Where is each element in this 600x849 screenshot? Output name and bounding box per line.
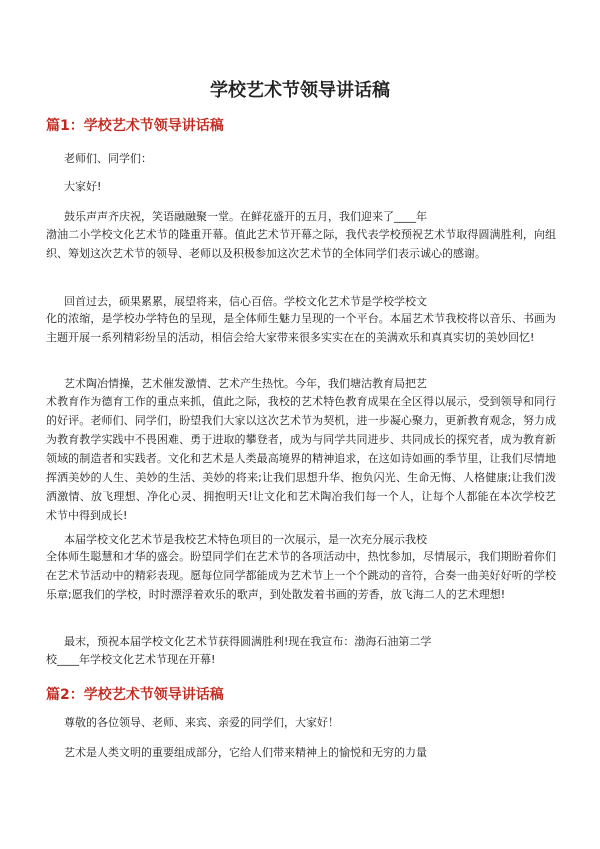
- paragraph-4-body: 全体师生聪慧和才华的盛会。盼望同学们在艺术节的各项活动中，热忱参加，尽情展示，我们期盼着你们在艺术节活动中的精彩表现。愿每位同学都能成为艺术节上一个个跳动的音符，合奏一曲美好好听的学校乐章;愿我们的学校，时时漂浮着欢乐的歌声，到处散发着书画的芳香，放飞海二人的艺术理想!: [46, 550, 556, 601]
- paragraph-1-body: 渤油二小学校文化艺术节的隆重开幕。值此艺术节开幕之际，我代表学校预祝艺术节取得圆满胜利，向组织、筹划这次艺术节的领导、老师以及积极参加这次艺术节的全体同学们表示诚心的感谢。: [46, 228, 556, 260]
- section-2-greeting: 尊敬的各位领导、老师、来宾、亲爱的同学们，大家好！: [64, 716, 339, 729]
- section-heading-1: 篇1：学校艺术节领导讲话稿: [46, 118, 224, 134]
- greeting: 老师们、同学们：: [64, 152, 152, 165]
- page-title: 学校艺术节领导讲话稿: [210, 80, 390, 101]
- paragraph-5-first-line: 最末，预祝本届学校文化艺术节获得圆满胜利!现在我宣布：渤海石油第二学: [64, 635, 432, 648]
- paragraph-2-first-line: 回首过去，硕果累累，展望将来，信心百倍。学校文化艺术节是学校学校文: [64, 295, 427, 308]
- paragraph-3-first-line: 艺术陶冶情操，艺术催发激情、艺术产生热忱。今年，我们塘沽教育局把艺: [64, 377, 427, 390]
- paragraph-3-body: 术教育作为德育工作的重点来抓，值此之际，我校的艺术特色教育成果在全区得以展示，受到领导和同行的好评。老师们、同学们，盼望我们大家以这次艺术节为契机，进一步凝心聚力，更新教育观念，努力成为教育教学实践中不畏困难、勇于进取的攀登者，成为与同学共同进步、共同成长的探究者，成为教育新领域的制造者和实践者。文化和艺术是人类最高境界的精神追求，在这如诗如画的季节里，让我们尽情地挥洒美妙的人生、美妙的生活、美妙的将来;让我们思想升华、抱负闪光、生命无悔、人格健康;让我们泼洒激情、放飞理想、净化心灵、拥抱明天!让文化和艺术陶冶我们每一个人，让每个人都能在本次学校艺术节中得到成长!: [46, 395, 556, 522]
- paragraph-2-body: 化的浓缩，是学校办学特色的呈现，是全体师生魅力呈现的一个平台。本届艺术节我校将以音乐、书画为主题开展一系列精彩纷呈的活动，相信会给大家带来很多实实在在的美满欢乐和真真实切的美妙回忆!: [46, 312, 556, 344]
- paragraph-4-first-line: 本届学校文化艺术节是我校艺术特色项目的一次展示，是一次充分展示我校: [64, 533, 427, 546]
- section-2-paragraph-1-first-line: 艺术是人类文明的重要组成部分，它给人们带来精神上的愉悦和无穷的力量: [64, 746, 427, 759]
- salute: 大家好!: [64, 180, 102, 193]
- paragraph-1-first-line: 鼓乐声声齐庆祝，笑语融融聚一堂。在鲜花盛开的五月，我们迎来了____年: [64, 210, 427, 223]
- section-heading-2: 篇2：学校艺术节领导讲话稿: [46, 687, 224, 703]
- paragraph-5-second-line: 校____年学校文化艺术节现在开幕!: [46, 653, 216, 666]
